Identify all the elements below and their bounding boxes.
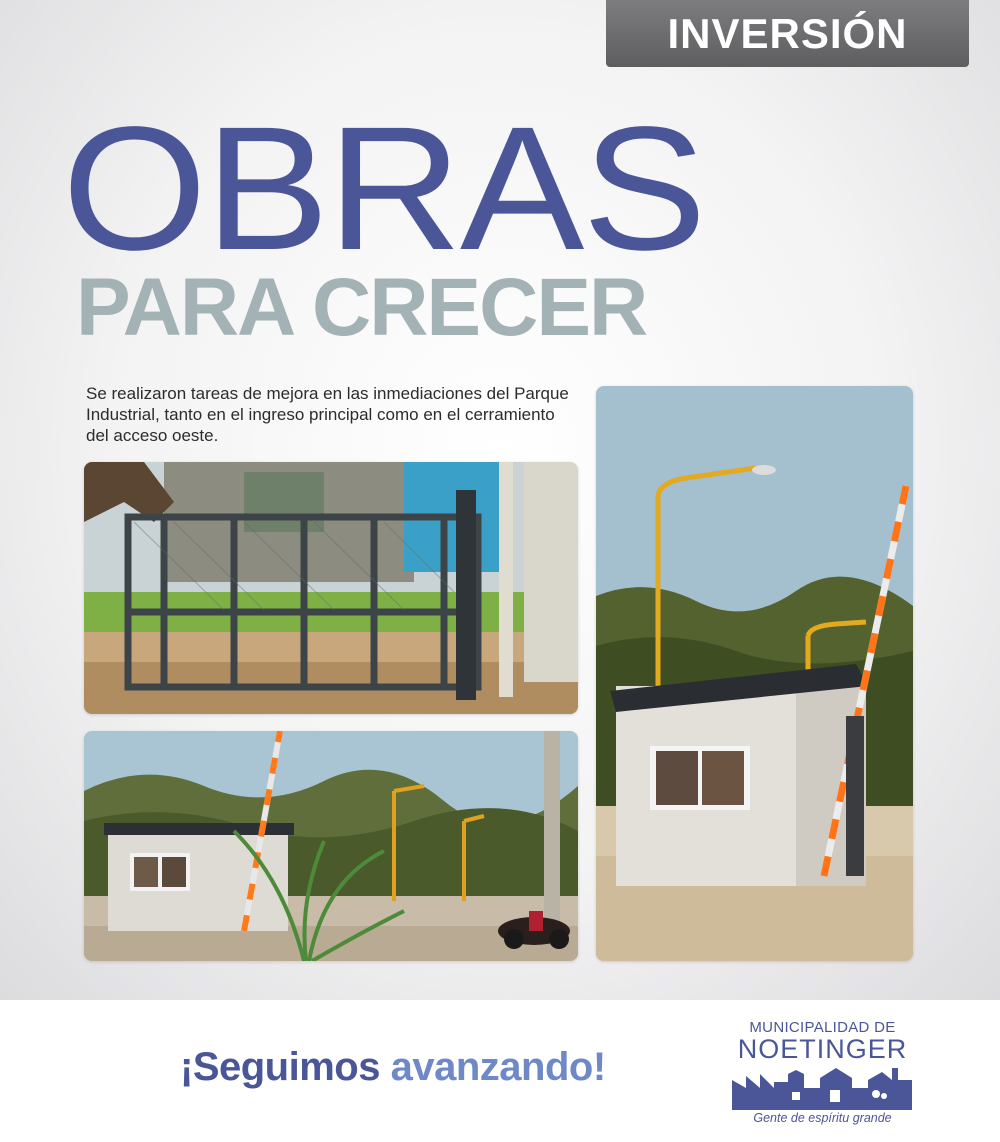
photo-guard-booth-closeup (596, 386, 913, 961)
headline-secondary: PARA CRECER (76, 262, 647, 353)
skyline-icon (732, 1066, 912, 1110)
photo-sliding-gate (84, 462, 578, 714)
logo-tagline: Gente de espíritu grande (753, 1111, 892, 1125)
logo-top-text: MUNICIPALIDAD DE (749, 1019, 896, 1036)
category-tag-label: INVERSIÓN (667, 9, 908, 57)
slogan (180, 1042, 606, 1092)
slogan-part-2: avanzando! (390, 1045, 606, 1089)
logo-name: NOETINGER (737, 1034, 908, 1064)
photo-guard-booth-barrier (84, 731, 578, 961)
intro-paragraph: Se realizaron tareas de mejora en las inmediaciones del Parque Industrial, tanto en el ingreso principal como en el cerramiento del acceso oeste. (86, 384, 569, 445)
category-tag (606, 0, 969, 67)
slogan-part-1: ¡Seguimos (180, 1045, 380, 1089)
municipality-logo (730, 1020, 915, 1132)
footer (0, 1000, 1000, 1142)
headline-primary: OBRAS (62, 91, 705, 287)
